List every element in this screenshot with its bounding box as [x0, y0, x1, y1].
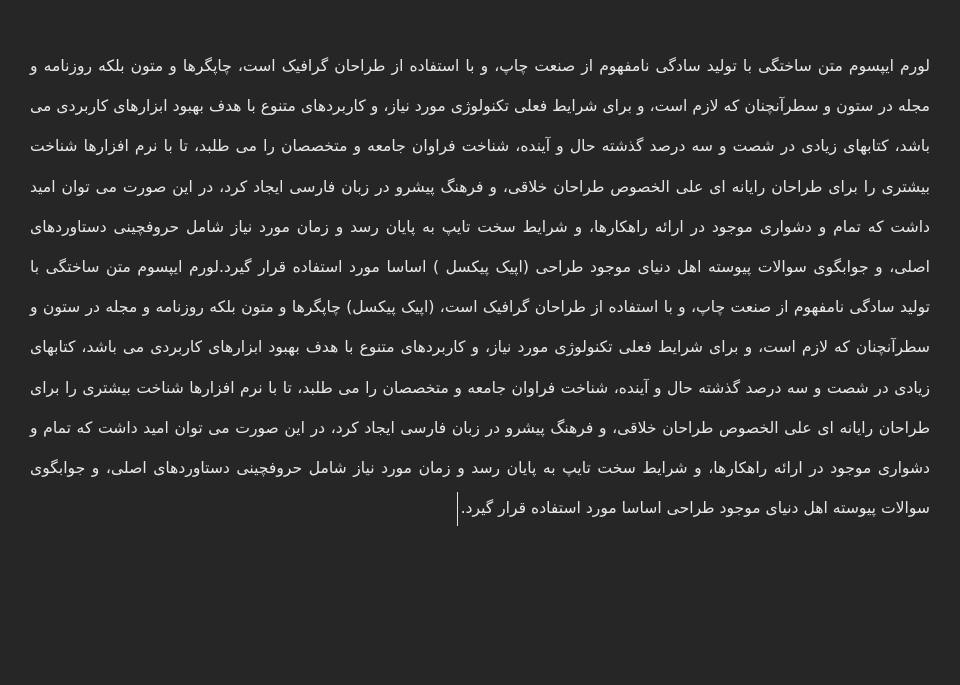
paragraph-text: لورم ایپسوم متن ساختگی با تولید سادگی نامفهوم از صنعت چاپ، و با استفاده از طراحان گرافیک است، چاپگرها و متون بلکه روزنامه و مجله در ستون و سطرآنچنان که لازم است، و برای شرایط فعلی تکنولوژی مورد نیاز، و کاربردهای متنوع با هدف بهبود ابزارهای کاربردی می باشد، کتابهای زیادی در شصت و سه درصد گذشته حال و آینده، شناخت فراوان جامعه و متخصصان را می طلبد، تا با نرم افزارها شناخت بیشتری را برای طراحان رایانه ای علی الخصوص طراحان خلاقی، و فرهنگ پیشرو در زبان فارسی ایجاد کرد، در این صورت می توان امید داشت که تمام و دشواری موجود در ارائه راهکارها، و شرایط سخت تایپ به پایان رسد و زمان مورد نیاز شامل حروفچینی دستاوردهای اصلی، و جوابگوی سوالات پیوسته اهل دنیای موجود طراحی (اپیک پیکسل ) اساسا مورد استفاده قرار گیرد.لورم ایپسوم متن ساختگی با تولید سادگی نامفهوم از صنعت چاپ، و با استفاده از طراحان گرافیک است، (اپیک پیکسل) چاپگرها و متون بلکه روزنامه و مجله در ستون و سطرآنچنان که لازم است، و برای شرایط فعلی تکنولوژی مورد نیاز، و کاربردهای متنوع با هدف بهبود ابزارهای کاربردی می باشد، کتابهای زیادی در شصت و سه درصد گذشته حال و آینده، شناخت فراوان جامعه و متخصصان را می طلبد، تا با نرم افزارها شناخت بیشتری را برای طراحان رایانه ای علی الخصوص طراحان خلاقی، و فرهنگ پیشرو در زبان فارسی ایجاد کرد، در این صورت می توان امید داشت که تمام و دشواری موجود در ارائه راهکارها، و شرایط سخت تایپ به پایان رسد و زمان مورد نیاز شامل حروفچینی دستاوردهای اصلی، و جوابگوی سوالات پیوسته اهل دنیای موجود طراحی اساسا مورد استفاده قرار گیرد.	[30, 57, 930, 518]
editor-text-content[interactable]	[30, 46, 930, 528]
text-cursor	[457, 492, 458, 526]
